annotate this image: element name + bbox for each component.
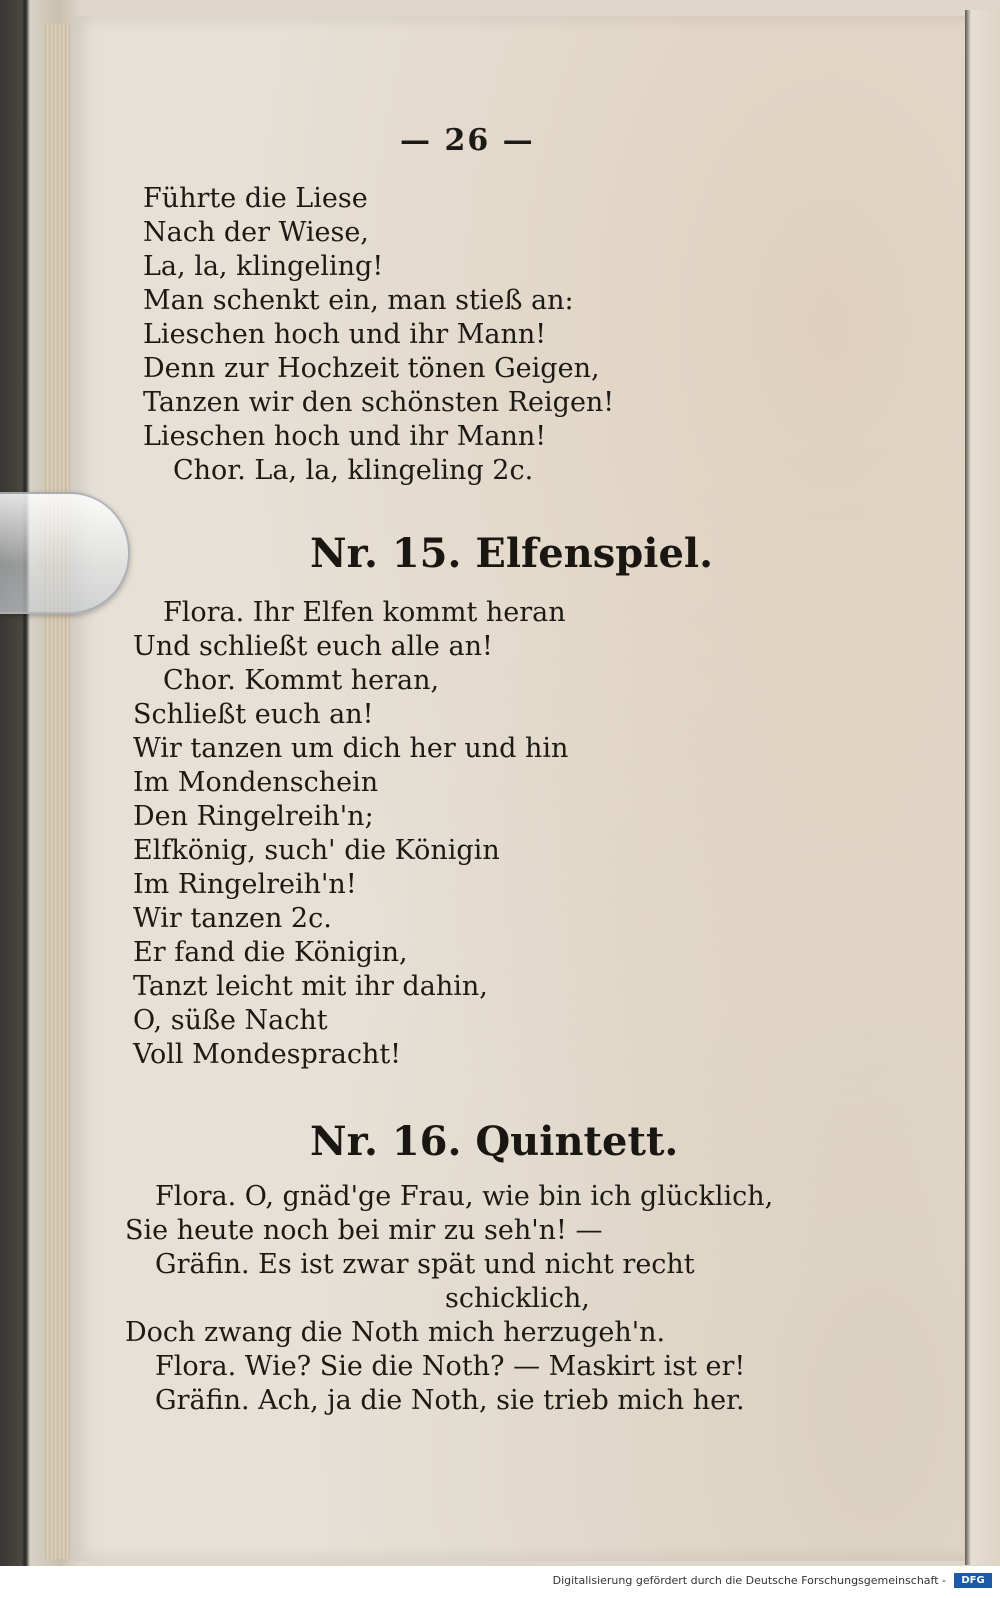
speaker-line: Gräfin. Es ist zwar spät und nicht recht	[155, 1249, 695, 1280]
chorus-line: Chor. La, la, klingeling 2c.	[173, 455, 534, 486]
verse-line: Doch zwang die Noth mich herzugeh'n.	[125, 1317, 666, 1348]
verse-line: Führte die Liese	[143, 183, 368, 214]
verse-line: Im Mondenschein	[133, 767, 379, 798]
verse-line: Lieschen hoch und ihr Mann!	[143, 421, 547, 452]
verse-line: Sie heute noch bei mir zu seh'n! —	[125, 1215, 603, 1246]
verse-line: La, la, klingeling!	[143, 251, 384, 282]
verse-line: Lieschen hoch und ihr Mann!	[143, 319, 547, 350]
verse-line: Voll Mondespracht!	[133, 1039, 402, 1070]
verse-line: Nach der Wiese,	[143, 217, 369, 248]
verse-line: Und schließt euch alle an!	[133, 631, 493, 662]
verse-line: Wir tanzen um dich her und hin	[133, 733, 569, 764]
verse-line: O, süße Nacht	[133, 1005, 328, 1036]
verse-line: schicklich,	[445, 1283, 590, 1314]
speaker-line: Flora. Ihr Elfen kommt heran	[163, 597, 566, 628]
funding-credit: Digitalisierung gefördert durch die Deutsche Forschungsgemeinschaft -	[552, 1574, 946, 1587]
stanza-top	[143, 182, 614, 488]
footer-bar	[0, 1566, 1000, 1598]
section-16-text	[125, 1180, 773, 1418]
chorus-line: Chor. Kommt heran,	[163, 665, 440, 696]
verse-line: Schließt euch an!	[133, 699, 374, 730]
verse-line: Tanzen wir den schönsten Reigen!	[143, 387, 615, 418]
section-title-16: Nr. 16. Quintett.	[310, 1118, 679, 1165]
section-15-text	[133, 596, 568, 1072]
speaker-line: Flora. Wie? Sie die Noth? — Maskirt ist er!	[155, 1351, 746, 1382]
verse-line: Tanzt leicht mit ihr dahin,	[133, 971, 488, 1002]
verse-line: Wir tanzen 2c.	[133, 903, 332, 934]
verse-line: Er fand die Königin,	[133, 937, 408, 968]
verse-line: Man schenkt ein, man stieß an:	[143, 285, 574, 316]
page-clip	[0, 492, 130, 614]
verse-line: Elfkönig, such' die Königin	[133, 835, 500, 866]
section-title-15: Nr. 15. Elfenspiel.	[310, 530, 714, 577]
verse-line: Den Ringelreih'n;	[133, 801, 374, 832]
dfg-logo: DFG	[954, 1573, 992, 1588]
verse-line: Denn zur Hochzeit tönen Geigen,	[143, 353, 600, 384]
speaker-line: Gräfin. Ach, ja die Noth, sie trieb mich her.	[155, 1385, 745, 1416]
speaker-line: Flora. O, gnäd'ge Frau, wie bin ich glücklich,	[155, 1181, 774, 1212]
page-number: — 26 —	[400, 123, 535, 158]
facing-page-edge	[965, 10, 1000, 1565]
verse-line: Im Ringelreih'n!	[133, 869, 357, 900]
